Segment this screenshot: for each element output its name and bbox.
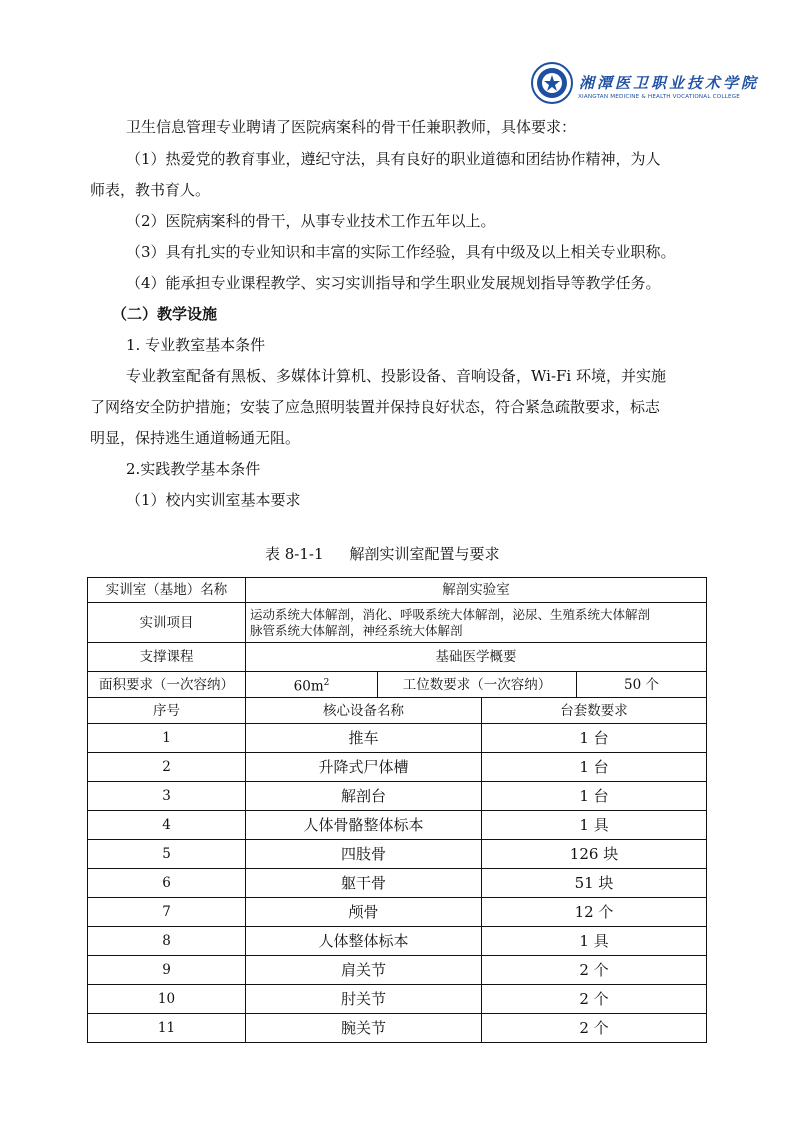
- college-logo: [531, 62, 760, 118]
- table-row: [88, 753, 707, 782]
- row-quantity: 126 块: [482, 840, 707, 869]
- equipment-rows: [88, 724, 707, 1043]
- requirement-2: （2）医院病案科的骨干，从事专业技术工作五年以上。: [126, 212, 496, 230]
- row-no: 4: [88, 811, 246, 840]
- table-title: 解剖实训室配置与要求: [349, 545, 500, 563]
- subheading-classroom: 1. 专业教室基本条件: [126, 336, 266, 354]
- row-quantity: 2 个: [482, 956, 707, 985]
- table-row: [88, 1014, 707, 1043]
- row-equipment-name: 肩关节: [246, 956, 482, 985]
- classroom-text-line3: 明显，保持逃生通道畅通无阻。: [90, 429, 301, 447]
- row-quantity: 1 台: [482, 782, 707, 811]
- course-label: 支撑课程: [88, 643, 246, 672]
- row-no: 1: [88, 724, 246, 753]
- row-equipment-name: 躯干骨: [246, 869, 482, 898]
- table-number: 表 8-1-1: [265, 545, 324, 563]
- area-value: [246, 672, 378, 698]
- row-equipment-name: 肘关节: [246, 985, 482, 1014]
- row-equipment-name: 颅骨: [246, 898, 482, 927]
- requirement-1-line2: 师表，教书育人。: [90, 181, 211, 199]
- row-no: 9: [88, 956, 246, 985]
- row-quantity: 1 具: [482, 927, 707, 956]
- table-row: [88, 956, 707, 985]
- row-quantity: 1 具: [482, 811, 707, 840]
- project-label: 实训项目: [88, 603, 246, 643]
- row-no: 6: [88, 869, 246, 898]
- row-equipment-name: 人体骨骼整体标本: [246, 811, 482, 840]
- row-equipment-name: 解剖台: [246, 782, 482, 811]
- table-row: [88, 643, 707, 672]
- row-no: 11: [88, 1014, 246, 1043]
- row-equipment-name: 推车: [246, 724, 482, 753]
- table-row: [88, 985, 707, 1014]
- subheading-lab: （1）校内实训室基本要求: [126, 491, 301, 509]
- row-equipment-name: 升降式尸体槽: [246, 753, 482, 782]
- table-row: [88, 811, 707, 840]
- project-line-2: 脉管系统大体解剖，神经系统大体解剖: [250, 622, 463, 638]
- table-row: [88, 927, 707, 956]
- row-quantity: 12 个: [482, 898, 707, 927]
- table-header-row: [88, 698, 707, 724]
- row-quantity: 1 台: [482, 724, 707, 753]
- row-quantity: 51 块: [482, 869, 707, 898]
- table-row: [88, 672, 707, 698]
- row-no: 10: [88, 985, 246, 1014]
- row-quantity: 2 个: [482, 985, 707, 1014]
- lab-config-table: [87, 577, 707, 1043]
- row-quantity: 2 个: [482, 1014, 707, 1043]
- classroom-text-line2: 了网络安全防护措施；安装了应急照明装置并保持良好状态，符合紧急疏散要求，标志: [90, 398, 661, 416]
- area-number: 60m: [293, 678, 324, 695]
- requirement-1-line1: （1）热爱党的教育事业，遵纪守法，具有良好的职业道德和团结协作精神，为人: [126, 150, 661, 168]
- room-value: 解剖实验室: [246, 578, 707, 603]
- project-line-1: 运动系统大体解剖，消化、呼吸系统大体解剖，泌尿、生殖系统大体解剖: [250, 606, 651, 622]
- row-no: 2: [88, 753, 246, 782]
- area-unit-sup: 2: [323, 677, 330, 688]
- row-equipment-name: 四肢骨: [246, 840, 482, 869]
- project-value: [246, 603, 707, 643]
- row-no: 8: [88, 927, 246, 956]
- station-label: 工位数要求（一次容纳）: [378, 672, 577, 698]
- area-label: 面积要求（一次容纳）: [88, 672, 246, 698]
- header-equipment: 核心设备名称: [246, 698, 482, 724]
- table-caption: [265, 543, 526, 564]
- college-name-en: XIANGTAN MEDICINE & HEALTH VOCATIONAL COLLEGE: [578, 94, 740, 100]
- paragraph-intro: 卫生信息管理专业聘请了医院病案科的骨干任兼职教师，具体要求：: [126, 118, 577, 136]
- table-row: [88, 898, 707, 927]
- table-row: [88, 782, 707, 811]
- table-row: [88, 840, 707, 869]
- row-quantity: 1 台: [482, 753, 707, 782]
- college-emblem-icon: [531, 62, 573, 104]
- table-row: [88, 603, 707, 643]
- row-no: 5: [88, 840, 246, 869]
- header-quantity: 台套数要求: [482, 698, 707, 724]
- subheading-practice: 2.实践教学基本条件: [126, 460, 261, 478]
- section-heading-facilities: （二）教学设施: [112, 305, 218, 323]
- table-row: [88, 724, 707, 753]
- requirement-3: （3）具有扎实的专业知识和丰富的实际工作经验，具有中级及以上相关专业职称。: [126, 243, 676, 261]
- table-row: [88, 869, 707, 898]
- college-name-cn: 湘潭医卫职业技术学院: [579, 74, 760, 92]
- course-value: 基础医学概要: [246, 643, 707, 672]
- row-equipment-name: 腕关节: [246, 1014, 482, 1043]
- row-no: 7: [88, 898, 246, 927]
- row-no: 3: [88, 782, 246, 811]
- room-label: 实训室（基地）名称: [88, 578, 246, 603]
- requirement-4: （4）能承担专业课程教学、实习实训指导和学生职业发展规划指导等教学任务。: [126, 274, 661, 292]
- row-equipment-name: 人体整体标本: [246, 927, 482, 956]
- station-value: 50 个: [577, 672, 707, 698]
- table-row: [88, 578, 707, 603]
- header-no: 序号: [88, 698, 246, 724]
- classroom-text-line1: 专业教室配备有黑板、多媒体计算机、投影设备、音响设备，Wi-Fi 环境，并实施: [126, 367, 666, 385]
